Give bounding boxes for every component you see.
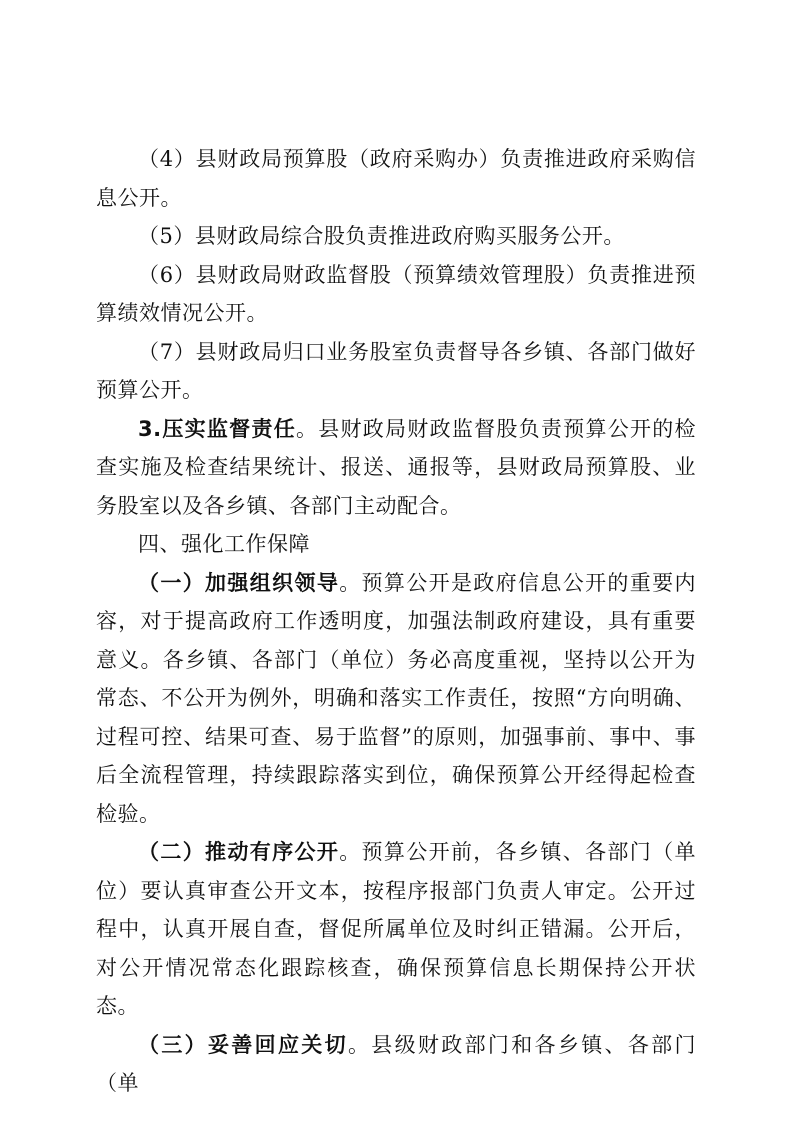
paragraph-item-4: [96, 140, 696, 217]
paragraph-lead: 3.压实监督责任: [138, 416, 296, 441]
paragraph-lead: （二）推动有序公开: [138, 840, 340, 864]
paragraph-text: （7）县财政局归口业务股室负责督导各乡镇、各部门做好预算公开。: [96, 339, 696, 402]
paragraph-respond-concerns: [96, 1026, 696, 1103]
document-body: [96, 140, 696, 1103]
paragraph-lead: （三）妥善回应关切: [138, 1032, 348, 1057]
paragraph-text: （6）县财政局财政监督股（预算绩效管理股）负责推进预算绩效情况公开。: [96, 262, 696, 325]
section-heading: [96, 525, 696, 564]
paragraph-text: 。预算公开前，各乡镇、各部门（单位）要认真审查公开文本，按程序报部门负责人审定。公开过程中，认真开展自查，督促所属单位及时纠正错漏。公开后，对公开情况常态化跟踪核查，确保预算信息长期保持公开状态。: [96, 840, 696, 1018]
paragraph-item-6: [96, 256, 696, 333]
paragraph-lead: （一）加强组织领导: [138, 570, 340, 595]
paragraph-supervision: [96, 410, 696, 526]
paragraph-item-7: [96, 333, 696, 410]
paragraph-text: （5）县财政局综合股负责推进政府购买服务公开。: [138, 224, 625, 248]
paragraph-text: 。县级财政部门和各乡镇、各部门（单: [96, 1032, 697, 1095]
heading-text: 四、强化工作保障: [138, 532, 310, 556]
paragraph-organization: [96, 564, 696, 834]
paragraph-text: 。县财政局财政监督股负责预算公开的检查实施及检查结果统计、报送、通报等，县财政局预算股、业务股室以及各乡镇、各部门主动配合。: [96, 416, 697, 518]
paragraph-item-5: [96, 217, 696, 256]
paragraph-orderly-disclosure: [96, 833, 696, 1026]
paragraph-text: 。预算公开是政府信息公开的重要内容，对于提高政府工作透明度，加强法制政府建设，具有重要意义。各乡镇、各部门（单位）务必高度重视，坚持以公开为常态、不公开为例外，明确和落实工作责任，按照“方向明确、过程可控、结果可查、易于监督”的原则，加强事前、事中、事后全流程管理，持续跟踪落实到位，确保预算公开经得起检查检验。: [96, 570, 696, 826]
paragraph-text: （4）县财政局预算股（政府采购办）负责推进政府采购信息公开。: [96, 147, 696, 210]
